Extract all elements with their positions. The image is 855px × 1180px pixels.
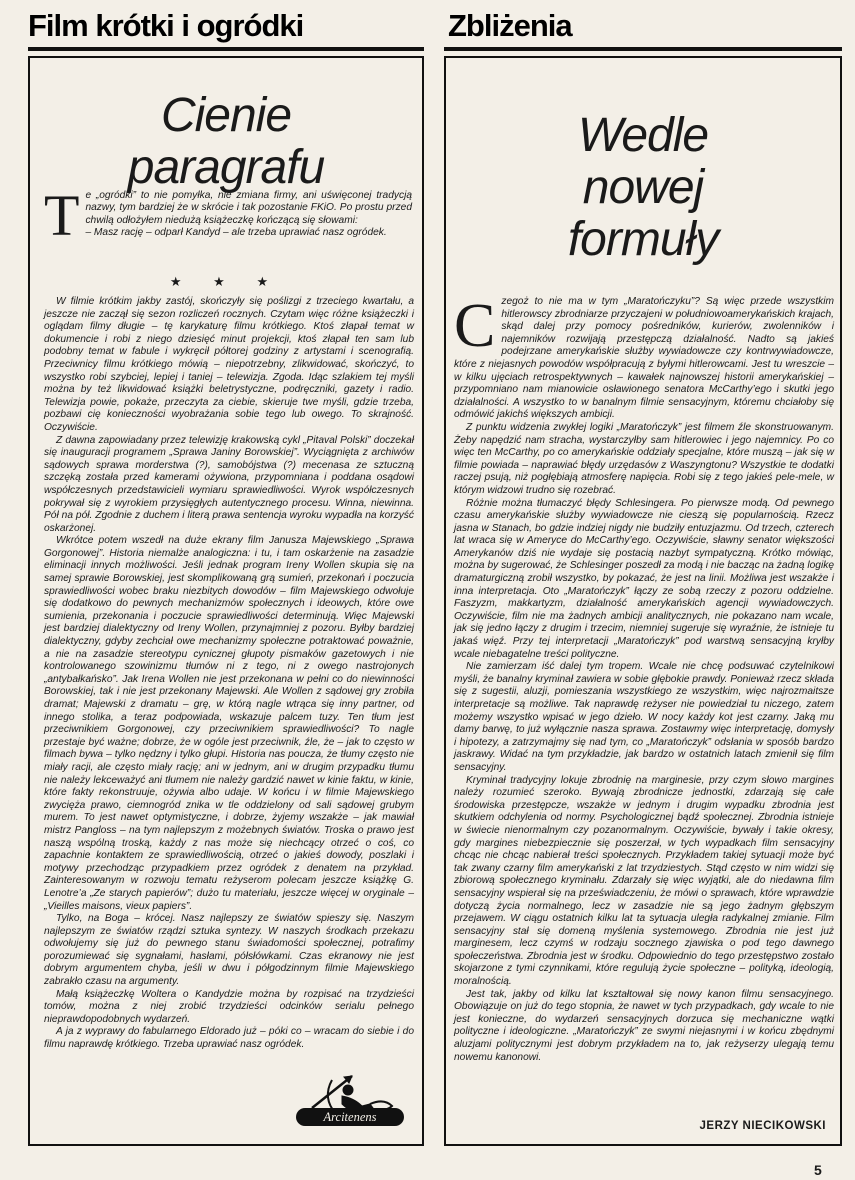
section-title-right: Zbliżenia [448,8,572,43]
header-rule-right [444,47,842,51]
left-paragraph: W filmie krótkim jakby zastój, skończyły się poślizgi z trzeciego kwartału, a jeszcze nie zaczął się sezon rozliczeń rocznych. Czytam więc różne książeczki i oglądam filmy długie – tę karykaturę filmu krótkiego. Ktoś złapał temat w dokumencie i robi z niego dziesięć minut projekcji, ktoś złapał ten sam lub podobny temat w fabule i wykręcił półtorej godziny z artystami i scenografią. Przeciwnicy filmu krótkiego mówią – niepotrzebny, zlikwidować, skończyć, to wszystko robi szybciej, lepiej i taniej – telewizja. Zgoda. Idąc szlakiem tej myśli można by też likwidować książki beletrystyczne, podręczniki, gazety i radio. Telewizja powie, pokaże, przeczyta za ciebie, skieruje twe myśli, gdzie trzeba, pozbawi cię konieczności wyobrażania sobie tego lub owego. To skrajność. Oczywiście. [44,296,414,433]
intro-text: e „ogródki” to nie pomyłka, nie zmiana firmy, ani uświęconej tradycją nazwy, tym bardziej że w skrócie i tak pozostanie FKiO. Po prostu przed chwilą odłożyłem niedużą książeczkę kończącą się słowami: [85,190,412,226]
page-number: 5 [814,1162,822,1178]
headline-right [444,110,842,266]
left-article-body [44,296,414,1052]
logo-label: Arcitenens [296,1108,404,1126]
left-paragraph: Tylko, na Boga – krócej. Nasz najlepszy ze światów spieszy się. Naszym najlepszym ze światów rządzi sztuka syntezy. W naszych środkach przekazu odwołujemy się już do pewnego stanu świadomości społecznej, potrafimy porozumiewać się sygnałami, hasłami, półsłówkami. Czas ekranowy nie jest dobrym argumentem chyba, jeśli w dwu i półgodzinnym filmie Majewskiego zabrakło czasu na argumenty. [44,913,414,988]
right-paragraph: Z punktu widzenia zwykłej logiki „Maratończyk” jest filmem źle skonstruowanym. Żeby napędzić nam stracha, wystarczyłby sam hitlerowiec i jego najemnicy. Po co więc ten McCarthy, po co amerykańskie oddziały specjalne, które muszą – jak się w filmie powiada – naprawiać błędy urzędasów z Waszyngtonu? Wszystkie te dodatki raczej psują, niż pogłębiają atmosferę napięcia. Robi się z tego jakieś pele-mele, w którym widzowi trudno się rozebrać. [454,421,834,496]
headline-left-line1: Cienie [160,89,292,142]
headline-right-line1: Wedle [577,109,709,162]
author-signature: JERZY NIECIKOWSKI [699,1120,826,1132]
left-paragraph: Małą książeczkę Woltera o Kandydzie można by rozpisać na trzydzieści tomów, można z niej zrobić trzydzieści odcinków serialu pełnego nieprawdopodobnych wydarzeń. [44,988,414,1025]
left-paragraph: Wkrótce potem wszedł na duże ekrany film Janusza Majewskiego „Sprawa Gorgonowej”. Historia niemalże analogiczna: i tu, i tam oskarżenie na zasadzie eliminacji innych możliwości. Jeśli jednak program Ireny Wollen skupia się na samej sprawie Borowskiej, jest skomplikowaną grą sumień, przekonań i poczucia sprawiedliwości wobec braku niezbitych dowodów – film Majewskiego odwołuje się dodatkowo do pewnych mechanizmów społecznych i ideowych, które owe sumienia, przekonania i poczucie sprawiedliwości determinują. Więc Majewski jest bardziej dialektyczny od Ireny Wollen, przynajmniej z pozoru. Byłby bardziej dialektyczny, gdyby zechciał owe mechanizmy społeczne potraktować poważnie, a nie na zasadzie stereotypu cynicznej głupoty pismaków gazetowych i nie kontrolowanego szowinizmu tłumów ni z tego, ni z owego nastrojonych „antybałkańsko”. Jak Irena Wollen nie jest przekonana w pełni co do niewinności Borowskiej, tak i nie jest przekonany Majewski. Ale Wollen z sądowej gry zrobiła dramat; Majewski z dramatu – grę, w którą nagle wtrąca się inny partner, od innego stolika, a teraz podpowiada, wskazuje palcem tuzy. Ten tłum jest przeciwnikiem Gorgonowej, czy przeciwnikiem sprawiedliwości? To nagle przestaje być ważne; dobrze, że w ogóle jest przeciwnik, źle, że – jak to często w filmach bywa – tylko nędzny i tylko głupi. Historia nas poucza, że tłumy często nie miały racji, ale często miały rację; ani w jednym, ani w drugim przypadku tłumu nie należy lekceważyć ani tłumem nie należy gardzić nawet w kinie faktu, w kinie, które fakty rekonstruuje, ożywia albo udaje. W końcu i w filmie Majewskiego zwycięża prawo, ciemnogród znika w tle oddzielony od sali sądowej grubym murem. To jest nawet optymistyczne, i dobrze, żyjemy wszakże – jak mawiał mistrz Pangloss – na tym najlepszym z możebnych światów. Troska o prawo jest naszą wspólną troską, każdy z nas może się niechcący otrzeć o coś, co zapachnie kontaktem ze sprawiedliwością, otrzeć o jakieś dowody, poszlaki i motywy przechodząc przypadkiem przez ogródek z denatem na przykład. Zainteresowanym w rozwoju tematu reżyserom polecam jeszcze książkę G. Lenotre’a „Ze starych papierów”; dużo tu materiału, jeszcze więcej w oryginale – „Vieilles maisons, vieux papiers”. [44,535,414,912]
left-paragraph: Z dawna zapowiadany przez telewizję krakowską cykl „Pitaval Polski” doczekał się inauguracji programem „Sprawa Janiny Borowskiej”. Wyciągnięta z archiwów sądowych sprawa morderstwa (?), samobójstwa (?) mecenasa ze sztuczną szczęką została przed kamerami ożywiona, przypomniana i poddana osądowi współczesnych przedstawicieli wymiaru sprawiedliwości. Wyrok współczesnych pokrywał się z wyrokiem przysięgłych autentycznego procesu. Winna, niewinna. Pół na pół. Zgodnie z duchem i literą prawa sentencja wyroku wypadła na korzyść oskarżonej. [44,434,414,534]
headline-left-line2: paragrafu [127,141,325,194]
right-paragraph: Jest tak, jakby od kilku lat kształtował się nowy kanon filmu sensacyjnego. Obowiązuje on już do tego stopnia, że nawet w tych przypadkach, gdy wcale to nie jest konieczne, do wydarzeń sensacyjnych dorzuca się mechaniczne wątki polityczne i ideologiczne. „Maratończyk” ze swymi niejasnymi i w końcu zbędnymi aluzjami politycznymi jest dobrym przykładem na to, jak reżyserzy ulegają temu nowemu kanonowi. [454,988,834,1063]
right-first-paragraph [454,292,834,422]
left-paragraph: A ja z wyprawy do fabularnego Eldorado już – póki co – wracam do siebie i do filmu naprawdę krótkiego. Trzeba uprawiać nasz ogródek. [44,1026,414,1051]
right-article-body [454,292,834,1064]
headline-right-line2: nowej [582,161,704,214]
header-rule-left [28,47,424,51]
right-first-text: zegoż to nie ma w tym „Maratończyku”? Są więc przede wszystkim hitlerowscy zbrodniarze przyczajeni w południowoamerykańskich krajach, skąd dalej przy pomocy pośredników, kurierów, zwolenników i najemników rozwijają przestępczą działalność. Nadto są jakieś podejrzane amerykańskie służby wywiadowcze czy kontrwywiadowcze, które z niejasnych powodów współpracują z byłymi hitlerowcami. Jest tu wreszcie – w kilku ujęciach retrospektywnych – kawałek najnowszej historii amerykańskiej – przypomniano nam mianowicie osławionego senatora McCarthy’ego i skutki jego działalności. A wszystko to w banalnym filmie sensacyjnym, któremu chciałoby się odmówić jakichś większych ambicji. [454,296,834,421]
right-paragraph: Nie zamierzam iść dalej tym tropem. Wcale nie chcę podsuwać czytelnikowi myśli, że banalny kryminał zawiera w sobie głębokie prawdy. Ponieważ rzecz składa się z sugestii, aluzji, pomieszania wszystkiego ze wszystkim, więc najrozmaitsze interpretacje są możliwe. Tak naprawdę reżyser nie powiedział tu niczego, zatem możemy wszystko wpisać w jego dzieło. W nocy każdy kot jest czarny. Jaką mu damy barwę, to już wyłącznie nasza sprawa. Zostawmy więc interpretację, domysły i hipotezy, a zatrzymajmy się nad tym, co „Maratończyk” odsłania w sposób bardzo jaskrawy. Widać na tym przykładzie, jak bardzo w ostatnich latach zmienił się film sensacyjny. [454,661,834,773]
right-paragraph: Różnie można tłumaczyć błędy Schlesingera. Po pierwsze modą. Od pewnego czasu amerykańskie służby wywiadowcze nie cieszą się popularnością. Rzecz jasna w Stanach, bo gdzie indziej nigdy nie budziły entuzjazmu. Od trzech, czterech lat wraca się w Ameryce do McCarthy’ego. Oczywiście, sławny senator większości Amerykanów dziś nie wydaje się postacią nazbyt sympatyczną. Krótko mówiąc, można by sugerować, że Schlesinger poszedł za modą i nie bacząc na żadną logikę dramaturgiczną zrobił wszystko, by pokazać, że jest na linii. Możliwa jest wszakże i inna interpretacja. Oto „Maratończyk” łączy ze sobą rzeczy z pozoru oddzielne. Faszyzm, makkartyzm, działalność amerykańskich agencji wywiadowczych. Oczywiście, film nie ma żadnych ambicji analitycznych, nie pokazano nam wcale, jak się jedno łączy z drugim i trzecim, niemniej sugeruje się wyraźnie, że istnieje tu jakaś więź. Przy tej interpretacji „Maratończyk” pod warstwą sensacyjną kryłby wcale niebagatelne treści polityczne. [454,497,834,660]
section-title-left: Film krótki i ogródki [28,8,304,43]
archer-logo-icon [292,1068,410,1138]
intro-block [44,183,412,248]
right-paragraph: Kryminał tradycyjny lokuje zbrodnię na marginesie, przy czym słowo margines należy rozumieć szeroko. Bywają zbrodnicze jednostki, zdarzają się całe środowiska przestępcze, wszakże w jednym i drugim wypadku zbrodnia jest skutkiem odchylenia od normy. Psychologicznej bądź społecznej. Zbrodnia istnieje w świecie nienormalnym czy pozanormalnym. Oczywiście, bywały i takie okresy, gdy margines niebezpiecznie się poszerzał, w tych wypadkach film sensacyjny chcąc nie chcąc nabierał treści społecznych. Przykładem takiej sytuacji może być tak zwany czarny film amerykański z lat trzydziestych. Stąd często w nim widzi się zbiorową społecznego kryminału. Zdarzały się więc wyjątki, ale do niedawna film sensacyjny wspierał się na przeświadczeniu, że mówi o sprawach, które wprawdzie dotyczą życia normalnego, lecz w zasadzie nie są jego żadnym głębszym przejawem. W ciągu ostatnich kilku lat ta sytuacja uległa radykalnej zmianie. Film sensacyjny stał się domeną myślenia systemowego. Zbrodnia nie jest już marginesem, lecz czymś w rodzaju socznego zjawiska o pod tego dawnego społeczeństwa. Zbrodnia jest w środku. Odpowiednio do tego przestępstwo zostało skojarzone z tymi czynnikami, które regulują życie społeczne – polityką, ideologią, moralnością. [454,774,834,988]
section-divider-stars: ★ ★ ★ [169,274,283,289]
headline-left [28,90,424,194]
intro-quote: – Masz rację – odparł Kandyd – ale trzeba uprawiać nasz ogródek. [85,227,387,239]
intro-dropcap: T [44,183,80,248]
right-dropcap: C [454,292,496,360]
headline-right-line3: formuły [567,213,719,266]
